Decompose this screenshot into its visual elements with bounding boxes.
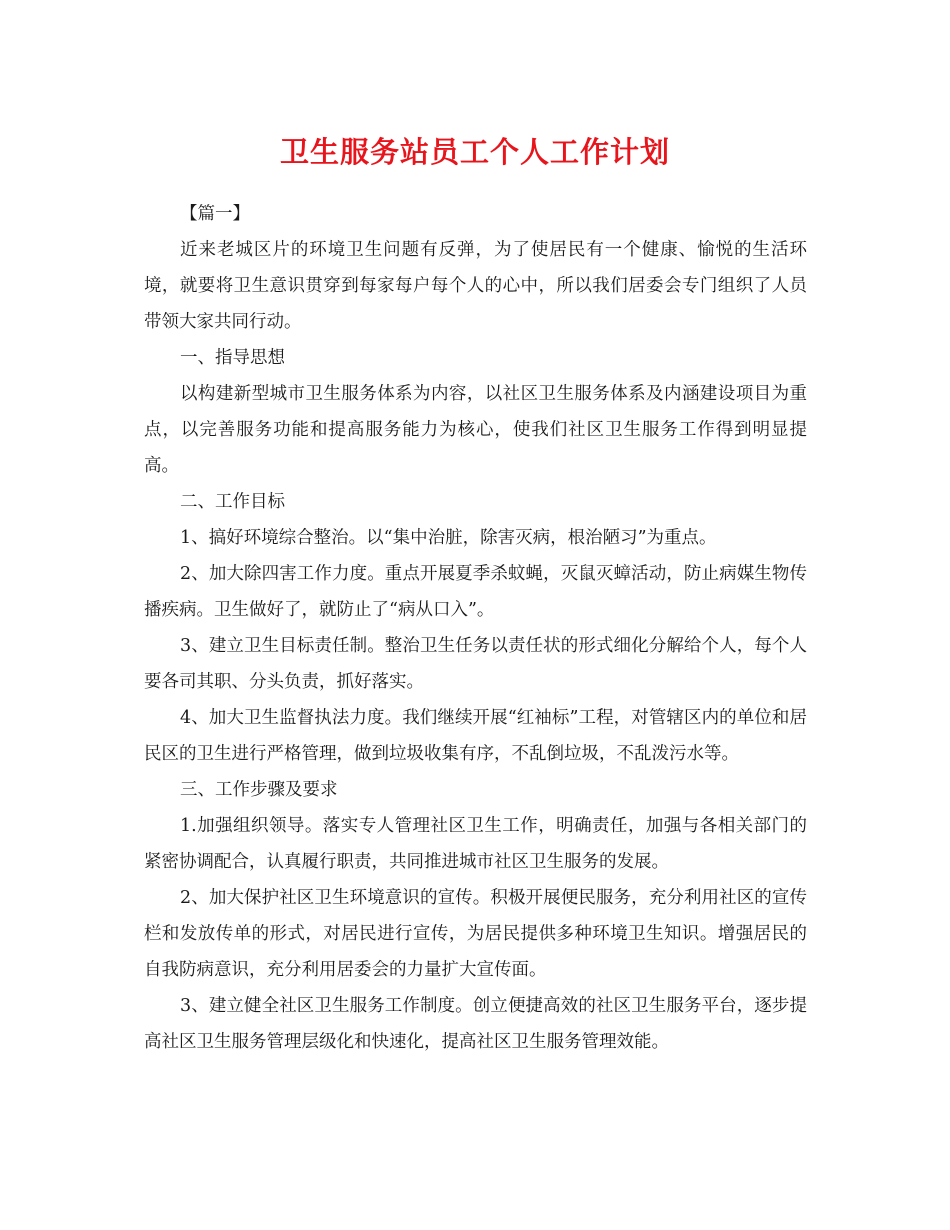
step-item-3: 3、建立健全社区卫生服务工作制度。创立便捷高效的社区卫生服务平台，逐步提高社区卫生服务管理层级化和快速化，提高社区卫生服务管理效能。 (144, 996, 807, 1052)
heading-work-goals: 二、工作目标 (180, 492, 285, 512)
guiding-ideology-paragraph: 以构建新型城市卫生服务体系为内容，以社区卫生服务体系及内涵建设项目为重点，以完善服务功能和提高服务能力为核心，使我们社区卫生服务工作得到明显提高。 (144, 384, 807, 476)
step-item-1: 1.加强组织领导。落实专人管理社区卫生工作，明确责任，加强与各相关部门的紧密协调配合，认真履行职责，共同推进城市社区卫生服务的发展。 (144, 816, 807, 872)
heading-guiding-ideology: 一、指导思想 (180, 348, 285, 368)
section-tag: 【篇一】 (180, 204, 250, 224)
goal-item-4: 4、加大卫生监督执法力度。我们继续开展“红袖标”工程，对管辖区内的单位和居民区的卫生进行严格管理，做到垃圾收集有序，不乱倒垃圾，不乱泼污水等。 (144, 708, 807, 764)
document-title: 卫生服务站员工个人工作计划 (279, 135, 670, 169)
goal-item-1: 1、搞好环境综合整治。以“集中治脏，除害灭病，根治陋习”为重点。 (180, 528, 717, 548)
heading-work-steps: 三、工作步骤及要求 (180, 780, 338, 800)
goal-item-2: 2、加大除四害工作力度。重点开展夏季杀蚊蝇，灭鼠灭蟑活动，防止病媒生物传播疾病。卫生做好了，就防止了“病从口入”。 (144, 564, 807, 620)
document-body (144, 196, 807, 1060)
intro-paragraph: 近来老城区片的环境卫生问题有反弹，为了使居民有一个健康、愉悦的生活环境，就要将卫生意识贯穿到每家每户每个人的心中，所以我们居委会专门组织了人员带领大家共同行动。 (144, 240, 807, 332)
goal-item-3: 3、建立卫生目标责任制。整治卫生任务以责任状的形式细化分解给个人，每个人要各司其职、分头负责，抓好落实。 (144, 636, 807, 692)
step-item-2: 2、加大保护社区卫生环境意识的宣传。积极开展便民服务，充分利用社区的宣传栏和发放传单的形式，对居民进行宣传，为居民提供多种环境卫生知识。增强居民的自我防病意识，充分利用居委会的力量扩大宣传面。 (144, 888, 807, 980)
